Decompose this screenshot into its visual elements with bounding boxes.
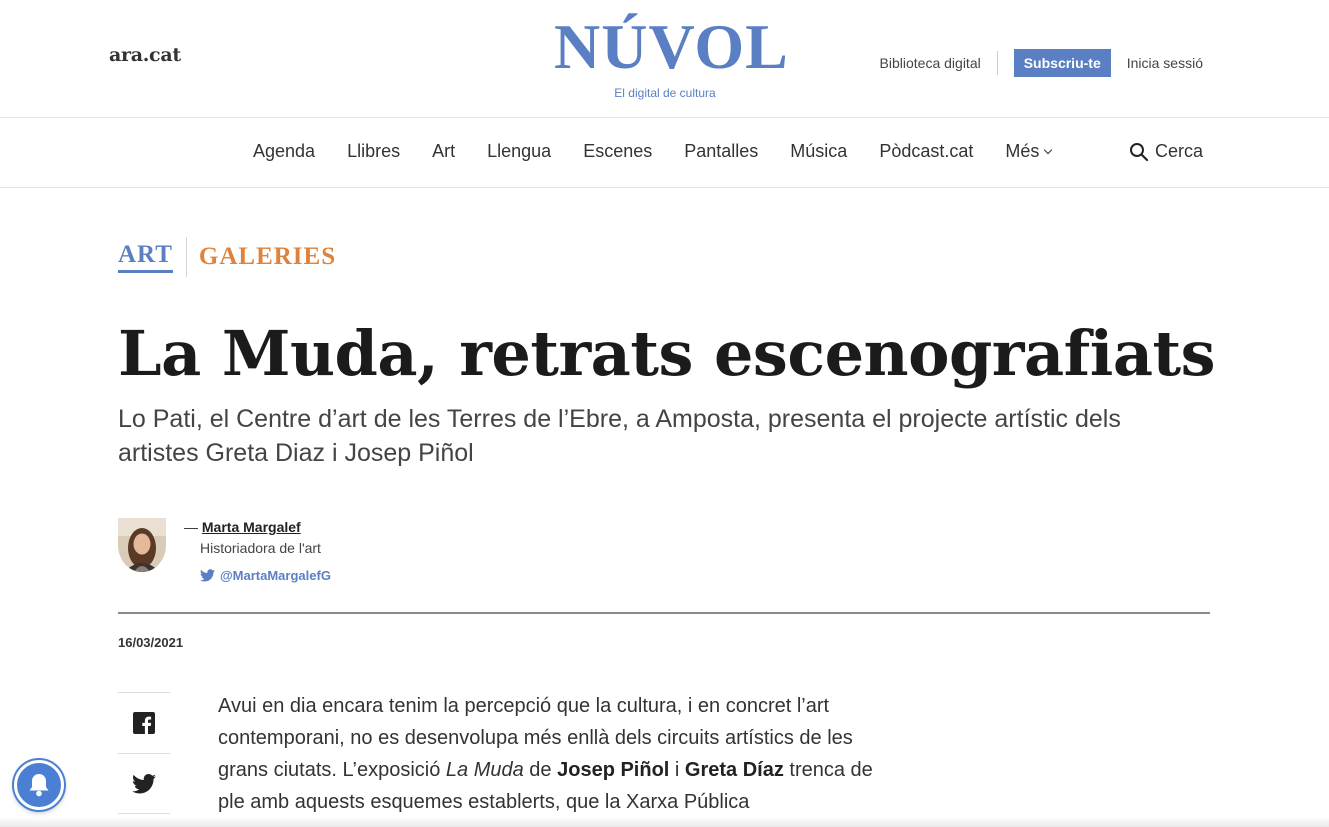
article-subtitle: Lo Pati, el Centre d’art de les Terres de l’Ebre, a Amposta, presenta el projecte artístic dels artistes Greta Diaz i Josep Piñol <box>118 405 1121 467</box>
category-galeries-link[interactable]: GALERIES <box>198 243 337 270</box>
body-text: de <box>523 759 558 781</box>
brand-wordmark: NÚVOL <box>554 11 789 82</box>
nav-item-art[interactable]: Art <box>432 141 456 161</box>
author-twitter-handle: @MartaMargalefG <box>220 568 331 583</box>
subscribe-button[interactable]: Subscriu-te <box>1014 49 1111 77</box>
nav-more-label: Més <box>1005 141 1040 161</box>
login-link[interactable]: Inicia sessió <box>1126 55 1203 71</box>
nav-item-musica[interactable]: Música <box>790 141 848 161</box>
nav-item-llengua[interactable]: Llengua <box>487 141 552 161</box>
category-breadcrumb <box>118 237 336 277</box>
bell-icon <box>27 772 51 798</box>
body-text: trenca de ple amb aquests esquemes establerts, que la Xarxa Pública <box>218 759 873 813</box>
search-icon <box>1129 142 1149 162</box>
body-bold: Josep Piñol <box>557 759 670 781</box>
share-facebook-button[interactable] <box>118 692 170 753</box>
article-body <box>218 690 878 818</box>
facebook-icon <box>133 712 155 734</box>
brand-tagline: El digital de cultura <box>614 86 716 100</box>
search-button[interactable] <box>1129 141 1203 162</box>
divider <box>186 237 187 277</box>
search-label: Cerca <box>1154 141 1203 161</box>
author-name-link[interactable]: Marta Margalef <box>201 519 301 535</box>
category-art-link[interactable]: ART <box>118 241 173 273</box>
account-links <box>880 49 1203 77</box>
body-text: i <box>669 759 685 781</box>
nav-item-pantalles[interactable]: Pantalles <box>684 141 759 161</box>
author-avatar[interactable] <box>118 518 166 572</box>
divider <box>118 612 1210 614</box>
ara-logo[interactable]: ara.cat <box>109 44 181 66</box>
share-rail <box>118 692 170 814</box>
library-link[interactable]: Biblioteca digital <box>879 55 981 71</box>
article-title: La Muda, retrats escenografiats <box>118 317 1216 390</box>
author-twitter-link[interactable] <box>200 568 331 583</box>
nav-item-agenda[interactable]: Agenda <box>253 141 316 161</box>
share-twitter-button[interactable] <box>118 753 170 814</box>
nav-item-more[interactable] <box>1005 141 1051 162</box>
author-dash: — <box>184 519 198 535</box>
body-text: Avui en dia encara tenim la percepció que la cultura, i en concret l’art contemporani, no es desenvolupa més enllà dels circuits artístics de les grans ciutats. L’exposició <box>218 695 853 781</box>
publish-date: 16/03/2021 <box>118 635 184 650</box>
author-role: Historiadora de l'art <box>200 540 321 556</box>
author-info <box>184 519 331 583</box>
twitter-icon <box>132 774 156 794</box>
page-fade <box>0 817 1329 827</box>
nav-item-escenes[interactable]: Escenes <box>583 141 653 161</box>
notification-bell-button[interactable] <box>14 760 64 810</box>
site-header <box>0 0 1329 118</box>
nuvol-logo[interactable] <box>554 11 789 100</box>
body-emphasis: La Muda <box>445 759 524 781</box>
body-bold: Greta Díaz <box>684 759 784 781</box>
twitter-icon <box>200 569 215 582</box>
chevron-down-icon <box>1044 146 1052 154</box>
main-nav <box>0 119 1329 188</box>
nav-item-llibres[interactable]: Llibres <box>347 141 401 161</box>
divider <box>997 51 998 75</box>
nav-item-podcast[interactable]: Pòdcast.cat <box>879 141 974 161</box>
